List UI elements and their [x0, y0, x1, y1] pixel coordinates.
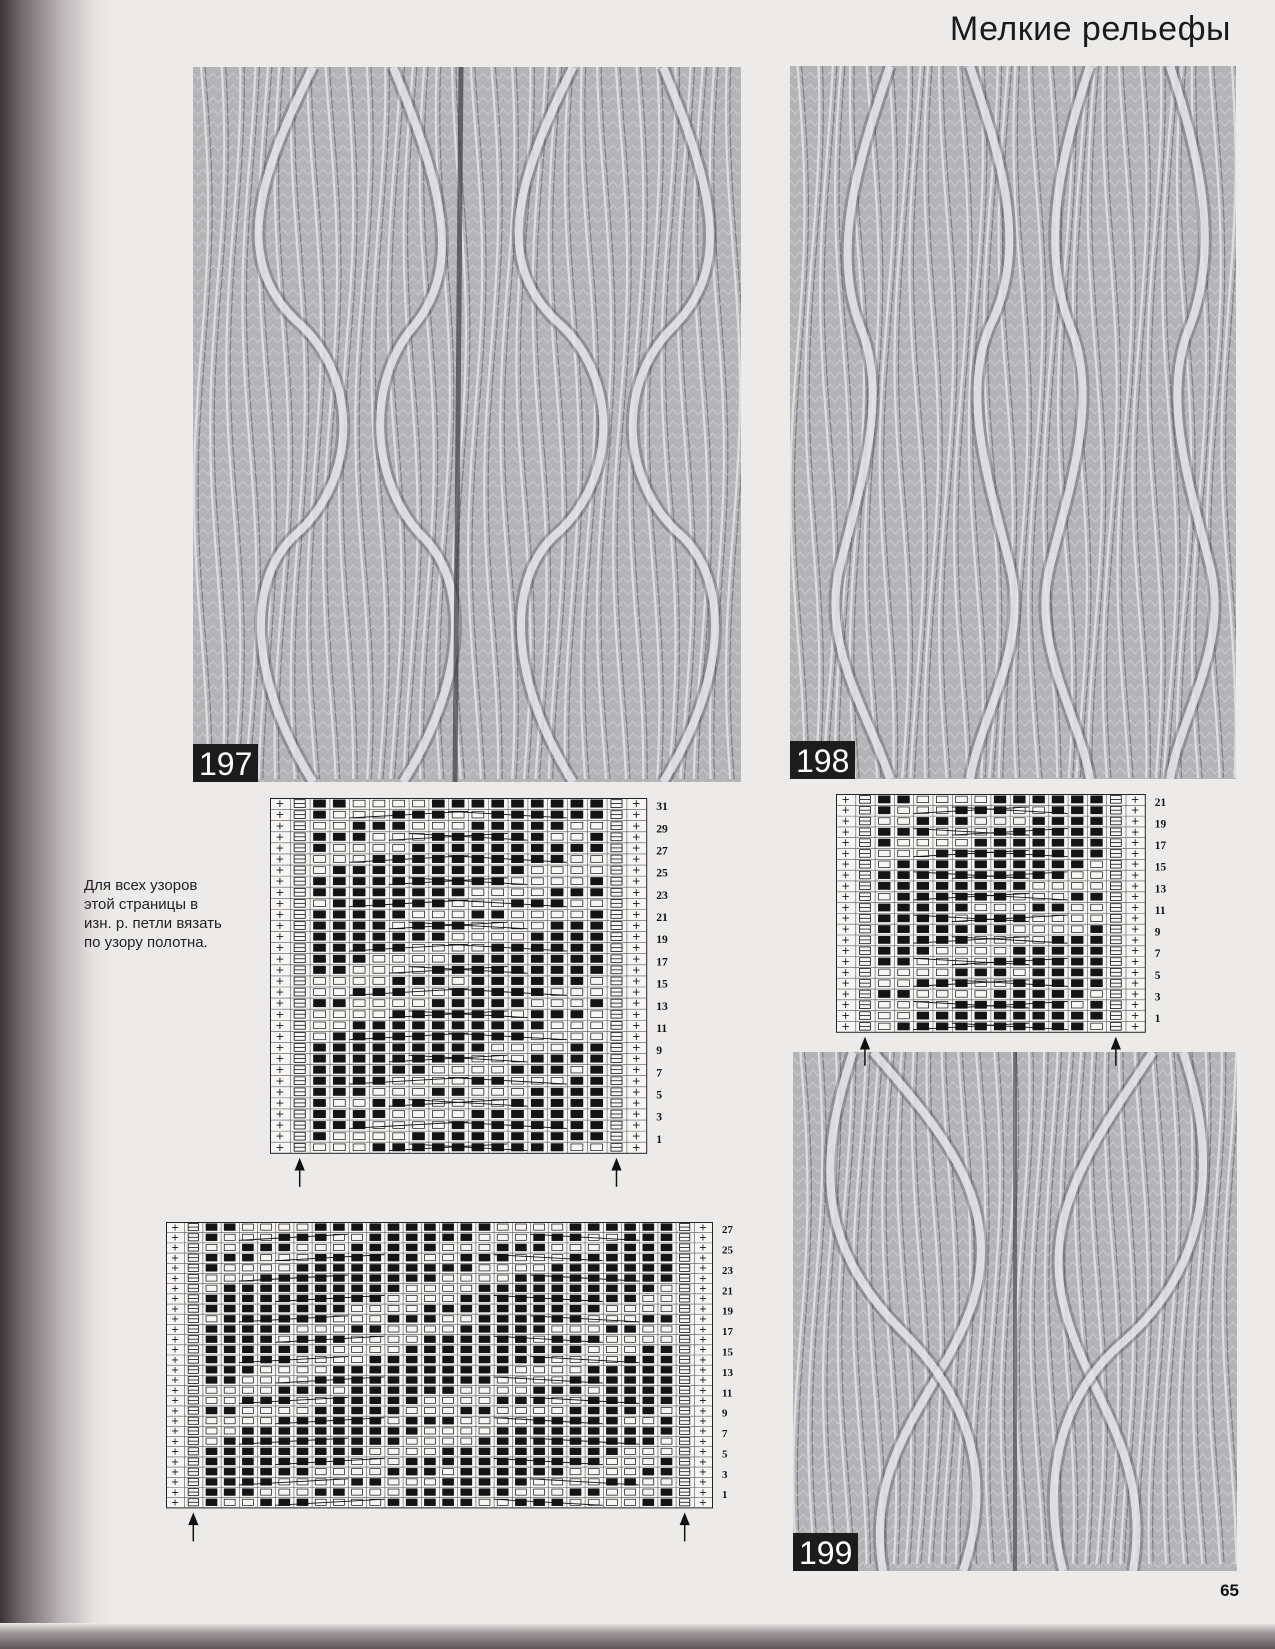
svg-text:+: + — [698, 1365, 707, 1377]
svg-text:+: + — [171, 1252, 180, 1264]
svg-text:+: + — [1130, 891, 1140, 904]
svg-text:+: + — [275, 1119, 285, 1132]
svg-text:+: + — [631, 798, 641, 811]
svg-text:+: + — [698, 1252, 707, 1264]
svg-text:+: + — [631, 1097, 641, 1110]
row-number-label: 7 — [656, 1066, 663, 1080]
svg-text:+: + — [171, 1405, 180, 1417]
svg-text:+: + — [631, 875, 641, 888]
knitting-chart-198 — [836, 794, 1185, 1072]
svg-text:+: + — [841, 1020, 850, 1033]
svg-text:+: + — [275, 831, 285, 844]
svg-text:+: + — [631, 1042, 641, 1055]
svg-text:+: + — [698, 1263, 707, 1275]
svg-text:+: + — [631, 1008, 641, 1021]
svg-text:+: + — [275, 908, 285, 921]
svg-text:+: + — [1130, 934, 1140, 947]
svg-text:+: + — [841, 988, 850, 1001]
svg-text:+: + — [631, 920, 641, 933]
svg-text:+: + — [275, 931, 285, 944]
svg-text:+: + — [1130, 955, 1140, 968]
knit-photo-197 — [193, 67, 741, 782]
row-number-label: 1 — [1154, 1013, 1161, 1026]
svg-text:+: + — [631, 1075, 641, 1088]
svg-text:+: + — [631, 942, 641, 955]
svg-text:+: + — [631, 864, 641, 877]
svg-text:+: + — [275, 1008, 285, 1021]
note-line: изн. р. петли вязать — [84, 915, 222, 932]
svg-text:+: + — [841, 901, 850, 914]
svg-text:+: + — [275, 842, 285, 855]
svg-text:+: + — [171, 1477, 180, 1489]
svg-text:+: + — [698, 1354, 707, 1366]
svg-text:+: + — [841, 891, 850, 904]
svg-text:+: + — [1130, 923, 1140, 936]
row-number-label: 21 — [656, 911, 668, 925]
svg-text:+: + — [698, 1466, 707, 1478]
svg-text:+: + — [698, 1497, 707, 1509]
svg-text:+: + — [698, 1416, 707, 1428]
svg-text:+: + — [698, 1375, 707, 1387]
row-number-label: 25 — [656, 866, 668, 880]
row-number-label: 9 — [721, 1407, 728, 1420]
svg-text:+: + — [631, 1141, 641, 1154]
chart-grid-svg — [270, 798, 686, 1193]
svg-text:+: + — [171, 1354, 180, 1366]
svg-text:+: + — [1130, 804, 1140, 817]
svg-text:+: + — [1130, 880, 1140, 893]
svg-text:+: + — [631, 1119, 641, 1132]
svg-text:+: + — [698, 1283, 707, 1295]
svg-text:+: + — [698, 1344, 707, 1356]
row-number-label: 29 — [656, 822, 668, 836]
row-number-label: 27 — [656, 844, 668, 858]
svg-text:+: + — [631, 953, 641, 966]
svg-text:+: + — [1130, 858, 1140, 871]
row-number-label: 11 — [721, 1387, 733, 1400]
svg-text:+: + — [698, 1436, 707, 1448]
svg-text:+: + — [841, 923, 850, 936]
svg-text:+: + — [841, 934, 850, 947]
book-gutter-shadow — [0, 0, 110, 1649]
svg-text:+: + — [1130, 837, 1140, 850]
row-number-label: 7 — [721, 1428, 728, 1441]
svg-text:+: + — [1130, 966, 1140, 979]
repeat-arrow-icon — [861, 1039, 869, 1066]
page-title: Мелкие рельефы — [949, 10, 1231, 48]
svg-text:+: + — [1130, 999, 1140, 1012]
svg-text:+: + — [275, 809, 285, 822]
chart-grid-svg — [166, 1222, 752, 1547]
svg-text:+: + — [631, 809, 641, 822]
svg-text:+: + — [1130, 1020, 1140, 1033]
svg-text:+: + — [631, 997, 641, 1010]
svg-text:+: + — [698, 1334, 707, 1346]
svg-text:+: + — [171, 1487, 180, 1499]
svg-text:+: + — [698, 1395, 707, 1407]
row-number-label: 15 — [656, 977, 668, 991]
svg-text:+: + — [171, 1222, 180, 1234]
svg-text:+: + — [275, 1019, 285, 1032]
row-number-label: 31 — [656, 800, 668, 814]
svg-text:+: + — [631, 1064, 641, 1077]
svg-text:+: + — [275, 975, 285, 988]
row-number-label: 1 — [656, 1132, 663, 1146]
svg-text:+: + — [631, 853, 641, 866]
svg-text:+: + — [631, 908, 641, 921]
row-number-label: 9 — [656, 1044, 663, 1058]
row-number-label: 17 — [721, 1326, 733, 1339]
svg-text:+: + — [631, 964, 641, 977]
svg-text:+: + — [275, 997, 285, 1010]
row-number-label: 19 — [721, 1305, 733, 1318]
svg-text:+: + — [171, 1436, 180, 1448]
svg-text:+: + — [171, 1344, 180, 1356]
svg-text:+: + — [698, 1273, 707, 1285]
svg-text:+: + — [841, 815, 850, 828]
svg-text:+: + — [841, 826, 850, 839]
knit-texture-198-icon — [790, 66, 1236, 779]
svg-text:+: + — [275, 820, 285, 833]
svg-text:+: + — [631, 820, 641, 833]
row-number-label: 17 — [656, 955, 668, 969]
svg-text:+: + — [631, 1019, 641, 1032]
svg-text:+: + — [841, 966, 850, 979]
svg-text:+: + — [1130, 901, 1140, 914]
knit-photo-198 — [790, 66, 1236, 779]
svg-text:+: + — [171, 1416, 180, 1428]
svg-text:+: + — [1130, 1010, 1140, 1023]
svg-text:+: + — [171, 1283, 180, 1295]
svg-text:+: + — [171, 1497, 180, 1509]
row-number-label: 23 — [656, 888, 668, 902]
svg-text:+: + — [631, 931, 641, 944]
svg-text:+: + — [275, 1108, 285, 1121]
note-line: этой страницы в — [84, 896, 199, 913]
svg-text:+: + — [1130, 977, 1140, 990]
svg-text:+: + — [171, 1314, 180, 1326]
svg-text:+: + — [698, 1232, 707, 1244]
knitting-chart-199 — [166, 1222, 752, 1547]
svg-text:+: + — [841, 858, 850, 871]
svg-text:+: + — [631, 1086, 641, 1099]
svg-text:+: + — [631, 1130, 641, 1143]
svg-text:+: + — [631, 897, 641, 910]
row-number-label: 3 — [721, 1468, 728, 1481]
note-line: по узору полотна. — [84, 934, 208, 951]
svg-text:+: + — [275, 875, 285, 888]
row-number-label: 3 — [1154, 991, 1161, 1004]
svg-text:+: + — [171, 1334, 180, 1346]
row-number-label: 17 — [1154, 840, 1167, 853]
row-number-label: 7 — [1154, 948, 1161, 961]
svg-text:+: + — [275, 1130, 285, 1143]
svg-text:+: + — [631, 886, 641, 899]
svg-text:+: + — [841, 977, 850, 990]
svg-text:+: + — [1130, 945, 1140, 958]
svg-text:+: + — [841, 804, 850, 817]
svg-text:+: + — [841, 1010, 850, 1023]
svg-text:+: + — [275, 1053, 285, 1066]
photo-label-197: 197 — [193, 744, 258, 782]
row-number-label: 5 — [656, 1088, 663, 1102]
svg-text:+: + — [631, 986, 641, 999]
svg-text:+: + — [275, 798, 285, 811]
row-number-label: 15 — [721, 1346, 733, 1359]
svg-text:+: + — [841, 999, 850, 1012]
svg-text:+: + — [171, 1395, 180, 1407]
chart-grid-svg — [836, 794, 1185, 1072]
row-number-label: 13 — [1154, 883, 1167, 896]
knit-texture-199-icon — [793, 1052, 1237, 1571]
svg-text:+: + — [698, 1456, 707, 1468]
svg-text:+: + — [631, 1108, 641, 1121]
photo-label-199: 199 — [793, 1533, 858, 1571]
row-number-label: 1 — [721, 1489, 728, 1502]
svg-text:+: + — [698, 1385, 707, 1397]
svg-text:+: + — [171, 1385, 180, 1397]
svg-text:+: + — [275, 886, 285, 899]
svg-text:+: + — [275, 1097, 285, 1110]
row-number-label: 3 — [656, 1110, 663, 1124]
svg-text:+: + — [275, 942, 285, 955]
svg-text:+: + — [698, 1303, 707, 1315]
row-number-label: 11 — [656, 1021, 668, 1035]
svg-text:+: + — [841, 837, 850, 850]
svg-text:+: + — [171, 1303, 180, 1315]
svg-text:+: + — [698, 1222, 707, 1234]
svg-text:+: + — [698, 1405, 707, 1417]
page-number: 65 — [1220, 1581, 1239, 1600]
repeat-arrow-icon — [1112, 1039, 1120, 1066]
note-line: Для всех узоров — [84, 877, 198, 894]
row-number-label: 9 — [1154, 926, 1161, 939]
row-number-label: 11 — [1154, 904, 1166, 917]
svg-text:+: + — [275, 1141, 285, 1154]
row-number-label: 21 — [721, 1285, 733, 1298]
svg-text:+: + — [275, 986, 285, 999]
svg-text:+: + — [171, 1242, 180, 1254]
knit-photo-199 — [793, 1052, 1237, 1571]
knit-texture-197-icon — [193, 67, 741, 782]
svg-text:+: + — [1130, 869, 1140, 882]
svg-text:+: + — [171, 1263, 180, 1275]
svg-text:+: + — [631, 1053, 641, 1066]
svg-text:+: + — [171, 1375, 180, 1387]
svg-text:+: + — [1130, 815, 1140, 828]
row-number-label: 5 — [721, 1448, 728, 1461]
svg-text:+: + — [841, 945, 850, 958]
svg-text:+: + — [275, 953, 285, 966]
svg-text:+: + — [1130, 826, 1140, 839]
row-number-label: 19 — [1154, 818, 1167, 831]
repeat-arrow-icon — [296, 1160, 304, 1187]
svg-text:+: + — [171, 1426, 180, 1438]
row-number-label: 13 — [721, 1366, 733, 1379]
svg-text:+: + — [841, 955, 850, 968]
svg-text:+: + — [171, 1446, 180, 1458]
svg-text:+: + — [698, 1426, 707, 1438]
svg-text:+: + — [631, 842, 641, 855]
row-number-label: 13 — [656, 999, 668, 1013]
svg-text:+: + — [275, 853, 285, 866]
svg-text:+: + — [698, 1314, 707, 1326]
svg-text:+: + — [1130, 847, 1140, 860]
row-number-label: 25 — [721, 1244, 733, 1257]
svg-text:+: + — [631, 831, 641, 844]
svg-text:+: + — [171, 1466, 180, 1478]
svg-text:+: + — [171, 1232, 180, 1244]
svg-text:+: + — [171, 1324, 180, 1336]
svg-text:+: + — [1130, 988, 1140, 1001]
row-number-label: 23 — [721, 1264, 733, 1277]
svg-text:+: + — [698, 1446, 707, 1458]
photo-label-198: 198 — [790, 741, 855, 779]
svg-text:+: + — [275, 964, 285, 977]
svg-text:+: + — [275, 897, 285, 910]
svg-text:+: + — [171, 1293, 180, 1305]
svg-text:+: + — [698, 1242, 707, 1254]
instruction-note — [84, 876, 254, 952]
svg-text:+: + — [275, 1030, 285, 1043]
knitting-chart-197 — [270, 798, 686, 1193]
svg-text:+: + — [841, 880, 850, 893]
row-number-label: 15 — [1154, 861, 1167, 874]
svg-text:+: + — [1130, 794, 1140, 806]
repeat-arrow-icon — [612, 1160, 620, 1187]
svg-text:+: + — [698, 1477, 707, 1489]
repeat-arrow-icon — [681, 1514, 689, 1541]
svg-text:+: + — [841, 794, 850, 806]
row-number-label: 19 — [656, 933, 668, 947]
row-number-label: 21 — [1154, 796, 1167, 809]
svg-text:+: + — [275, 864, 285, 877]
svg-text:+: + — [841, 847, 850, 860]
svg-text:+: + — [275, 1086, 285, 1099]
svg-text:+: + — [1130, 912, 1140, 925]
svg-text:+: + — [698, 1293, 707, 1305]
page-bottom-edge — [0, 1623, 1275, 1649]
svg-text:+: + — [275, 920, 285, 933]
svg-text:+: + — [275, 1075, 285, 1088]
svg-text:+: + — [698, 1487, 707, 1499]
svg-text:+: + — [841, 912, 850, 925]
svg-text:+: + — [631, 1030, 641, 1043]
svg-text:+: + — [275, 1042, 285, 1055]
repeat-arrow-icon — [189, 1514, 197, 1541]
svg-text:+: + — [698, 1324, 707, 1336]
svg-text:+: + — [171, 1456, 180, 1468]
svg-text:+: + — [171, 1273, 180, 1285]
row-number-label: 5 — [1154, 969, 1161, 982]
svg-text:+: + — [275, 1064, 285, 1077]
row-number-label: 27 — [721, 1224, 733, 1237]
svg-text:+: + — [171, 1365, 180, 1377]
svg-text:+: + — [841, 869, 850, 882]
svg-text:+: + — [631, 975, 641, 988]
